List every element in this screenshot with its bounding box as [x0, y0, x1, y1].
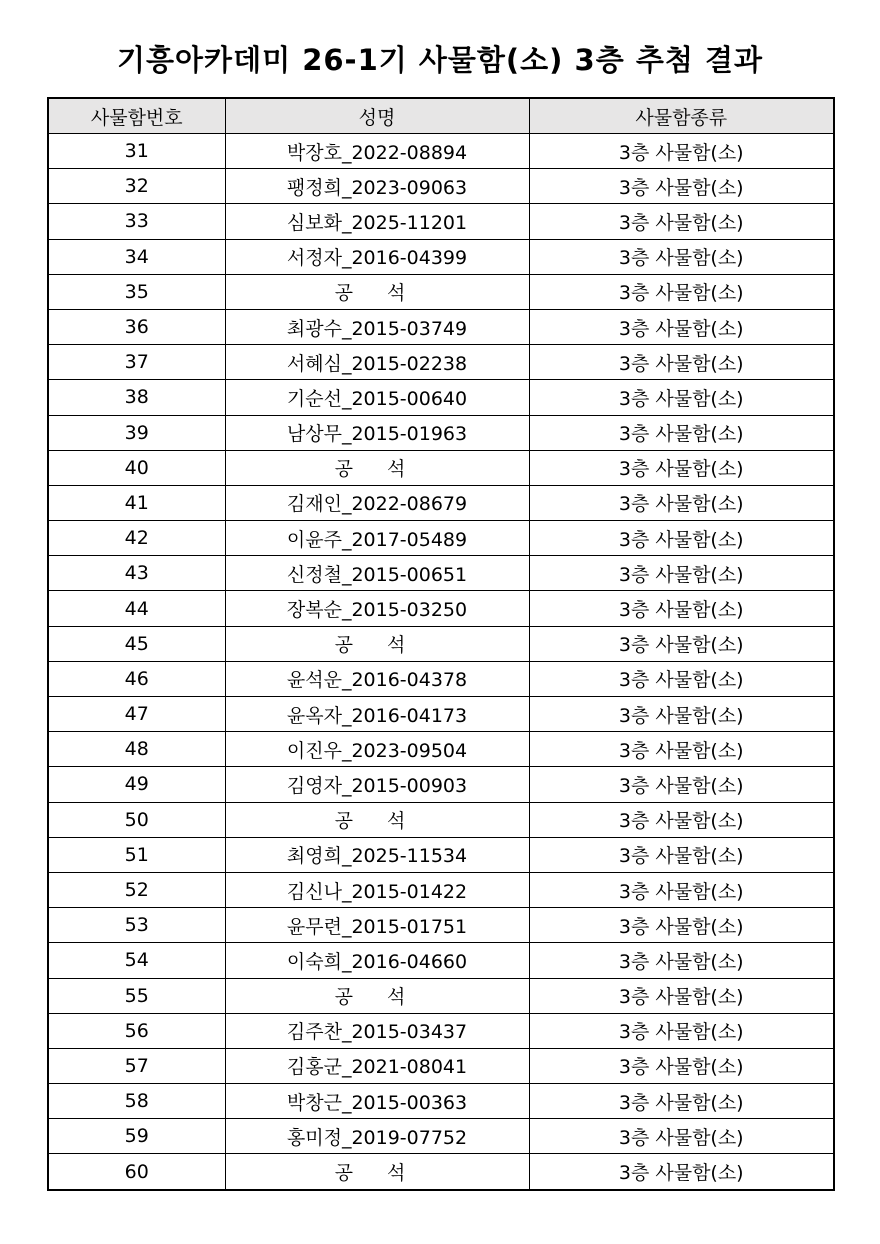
table-row	[48, 837, 834, 872]
name-cell: 김재인_2022-08679	[225, 485, 529, 520]
name-cell: 김영자_2015-00903	[225, 767, 529, 802]
name-cell: 공 석	[225, 450, 529, 485]
locker-type-cell: 3층 사물함(소)	[529, 204, 834, 239]
name-cell: 공 석	[225, 802, 529, 837]
locker-type-cell: 3층 사물함(소)	[529, 169, 834, 204]
locker-number-cell: 33	[48, 204, 225, 239]
table-row	[48, 872, 834, 907]
locker-type-cell: 3층 사물함(소)	[529, 978, 834, 1013]
locker-number-cell: 54	[48, 943, 225, 978]
locker-type-cell: 3층 사물함(소)	[529, 274, 834, 309]
table-row	[48, 415, 834, 450]
table-row	[48, 380, 834, 415]
name-cell: 공 석	[225, 978, 529, 1013]
locker-number-cell: 32	[48, 169, 225, 204]
name-cell: 공 석	[225, 274, 529, 309]
name-cell: 서정자_2016-04399	[225, 239, 529, 274]
header-locker-number: 사물함번호	[48, 98, 225, 134]
name-cell: 김홍군_2021-08041	[225, 1048, 529, 1083]
locker-type-cell: 3층 사물함(소)	[529, 1013, 834, 1048]
name-cell: 홍미정_2019-07752	[225, 1119, 529, 1154]
locker-number-cell: 52	[48, 872, 225, 907]
locker-number-cell: 53	[48, 908, 225, 943]
table-body	[48, 134, 834, 1190]
table-row	[48, 732, 834, 767]
locker-type-cell: 3층 사물함(소)	[529, 767, 834, 802]
locker-type-cell: 3층 사물함(소)	[529, 1084, 834, 1119]
table-row	[48, 1048, 834, 1083]
locker-type-cell: 3층 사물함(소)	[529, 872, 834, 907]
table-row	[48, 1084, 834, 1119]
name-cell: 공 석	[225, 1154, 529, 1190]
name-cell: 남상무_2015-01963	[225, 415, 529, 450]
table-row	[48, 450, 834, 485]
locker-type-cell: 3층 사물함(소)	[529, 943, 834, 978]
table-row	[48, 556, 834, 591]
locker-number-cell: 45	[48, 626, 225, 661]
locker-number-cell: 44	[48, 591, 225, 626]
header-locker-type: 사물함종류	[529, 98, 834, 134]
name-cell: 윤옥자_2016-04173	[225, 697, 529, 732]
table-row	[48, 591, 834, 626]
name-cell: 서혜심_2015-02238	[225, 345, 529, 380]
table-row	[48, 521, 834, 556]
table-row	[48, 274, 834, 309]
locker-number-cell: 40	[48, 450, 225, 485]
locker-number-cell: 47	[48, 697, 225, 732]
table-row	[48, 309, 834, 344]
locker-type-cell: 3층 사물함(소)	[529, 380, 834, 415]
table-row	[48, 767, 834, 802]
locker-number-cell: 57	[48, 1048, 225, 1083]
locker-type-cell: 3층 사물함(소)	[529, 485, 834, 520]
table-row	[48, 345, 834, 380]
name-cell: 최광수_2015-03749	[225, 309, 529, 344]
table-row	[48, 943, 834, 978]
name-cell: 장복순_2015-03250	[225, 591, 529, 626]
table-row	[48, 485, 834, 520]
name-cell: 이진우_2023-09504	[225, 732, 529, 767]
name-cell: 이윤주_2017-05489	[225, 521, 529, 556]
table-row	[48, 626, 834, 661]
name-cell: 김주찬_2015-03437	[225, 1013, 529, 1048]
table-row	[48, 1119, 834, 1154]
locker-number-cell: 38	[48, 380, 225, 415]
locker-number-cell: 48	[48, 732, 225, 767]
locker-number-cell: 56	[48, 1013, 225, 1048]
locker-number-cell: 50	[48, 802, 225, 837]
locker-draw-table	[47, 97, 835, 1191]
name-cell: 박창근_2015-00363	[225, 1084, 529, 1119]
locker-type-cell: 3층 사물함(소)	[529, 732, 834, 767]
table-row	[48, 239, 834, 274]
table-row	[48, 697, 834, 732]
name-cell: 신정철_2015-00651	[225, 556, 529, 591]
name-cell: 공 석	[225, 626, 529, 661]
locker-number-cell: 34	[48, 239, 225, 274]
locker-type-cell: 3층 사물함(소)	[529, 450, 834, 485]
table-header-row	[48, 98, 834, 134]
locker-type-cell: 3층 사물함(소)	[529, 415, 834, 450]
locker-number-cell: 59	[48, 1119, 225, 1154]
locker-type-cell: 3층 사물함(소)	[529, 309, 834, 344]
name-cell: 김신나_2015-01422	[225, 872, 529, 907]
locker-number-cell: 42	[48, 521, 225, 556]
locker-number-cell: 58	[48, 1084, 225, 1119]
name-cell: 이숙희_2016-04660	[225, 943, 529, 978]
table-row	[48, 978, 834, 1013]
locker-type-cell: 3층 사물함(소)	[529, 1048, 834, 1083]
header-name: 성명	[225, 98, 529, 134]
locker-number-cell: 31	[48, 134, 225, 169]
name-cell: 윤무련_2015-01751	[225, 908, 529, 943]
locker-number-cell: 46	[48, 661, 225, 696]
locker-number-cell: 49	[48, 767, 225, 802]
locker-type-cell: 3층 사물함(소)	[529, 1119, 834, 1154]
locker-number-cell: 51	[48, 837, 225, 872]
table-row	[48, 1013, 834, 1048]
locker-type-cell: 3층 사물함(소)	[529, 697, 834, 732]
table-row	[48, 134, 834, 169]
name-cell: 심보화_2025-11201	[225, 204, 529, 239]
locker-type-cell: 3층 사물함(소)	[529, 908, 834, 943]
locker-type-cell: 3층 사물함(소)	[529, 661, 834, 696]
page-title: 기흥아카데미 26-1기 사물함(소) 3층 추첨 결과	[117, 43, 763, 77]
locker-type-cell: 3층 사물함(소)	[529, 521, 834, 556]
locker-number-cell: 41	[48, 485, 225, 520]
locker-type-cell: 3층 사물함(소)	[529, 134, 834, 169]
locker-type-cell: 3층 사물함(소)	[529, 591, 834, 626]
locker-type-cell: 3층 사물함(소)	[529, 345, 834, 380]
locker-type-cell: 3층 사물함(소)	[529, 1154, 834, 1190]
locker-number-cell: 35	[48, 274, 225, 309]
table-row	[48, 661, 834, 696]
locker-number-cell: 39	[48, 415, 225, 450]
locker-number-cell: 43	[48, 556, 225, 591]
locker-number-cell: 36	[48, 309, 225, 344]
locker-type-cell: 3층 사물함(소)	[529, 626, 834, 661]
name-cell: 최영희_2025-11534	[225, 837, 529, 872]
locker-type-cell: 3층 사물함(소)	[529, 556, 834, 591]
name-cell: 기순선_2015-00640	[225, 380, 529, 415]
table-row	[48, 908, 834, 943]
locker-number-cell: 55	[48, 978, 225, 1013]
table-row	[48, 1154, 834, 1190]
name-cell: 팽정희_2023-09063	[225, 169, 529, 204]
locker-type-cell: 3층 사물함(소)	[529, 837, 834, 872]
table-row	[48, 204, 834, 239]
locker-number-cell: 37	[48, 345, 225, 380]
table-row	[48, 169, 834, 204]
locker-number-cell: 60	[48, 1154, 225, 1190]
name-cell: 윤석운_2016-04378	[225, 661, 529, 696]
locker-type-cell: 3층 사물함(소)	[529, 239, 834, 274]
name-cell: 박장호_2022-08894	[225, 134, 529, 169]
table-row	[48, 802, 834, 837]
locker-type-cell: 3층 사물함(소)	[529, 802, 834, 837]
